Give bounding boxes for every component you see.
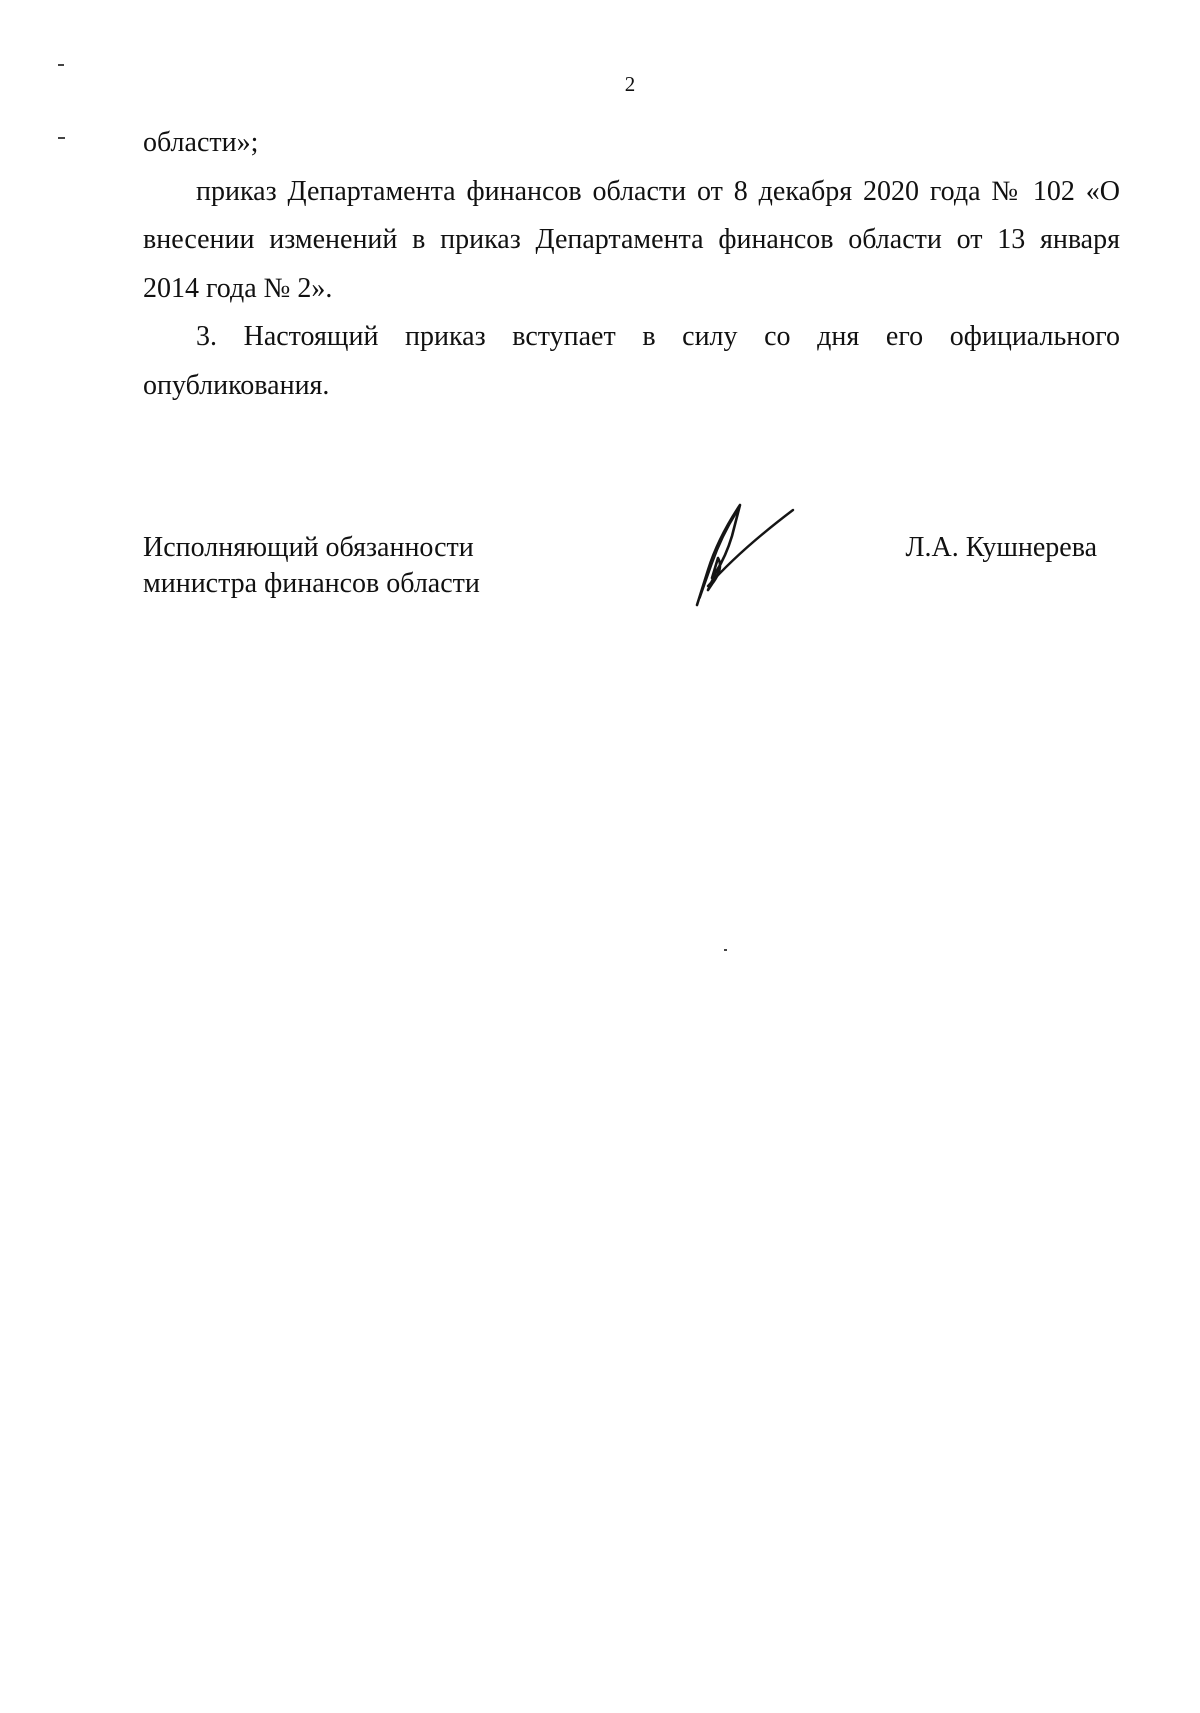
- paragraph-line: внесении изменений в приказ Департамента финансов области от 13 января: [143, 224, 1120, 255]
- page-number: 2: [624, 72, 636, 96]
- document-body: [143, 119, 1120, 410]
- position-line: министра финансов области: [143, 568, 480, 599]
- paragraph-line: приказ Департамента финансов области от 8 декабря 2020 года № 102 «О: [196, 175, 1120, 207]
- paragraph: [143, 313, 1120, 410]
- paragraph-line: 2014 года № 2».: [143, 272, 333, 304]
- scan-artifact: [58, 137, 65, 139]
- signatory-name: Л.А. Кушнерева: [905, 532, 1097, 563]
- position-line: Исполняющий обязанности: [143, 532, 474, 563]
- handwritten-signature: [688, 498, 800, 610]
- paragraph-line: 3. Настоящий приказ вступает в силу со дня его официального: [196, 321, 1120, 352]
- paragraph: [143, 168, 1120, 314]
- scan-artifact: [724, 949, 727, 951]
- scan-artifact: [58, 64, 64, 66]
- paragraph-line: области»;: [143, 127, 259, 158]
- paragraph: [143, 119, 1120, 168]
- signatory-position: [143, 530, 480, 602]
- paragraph-line: опубликования.: [143, 369, 330, 401]
